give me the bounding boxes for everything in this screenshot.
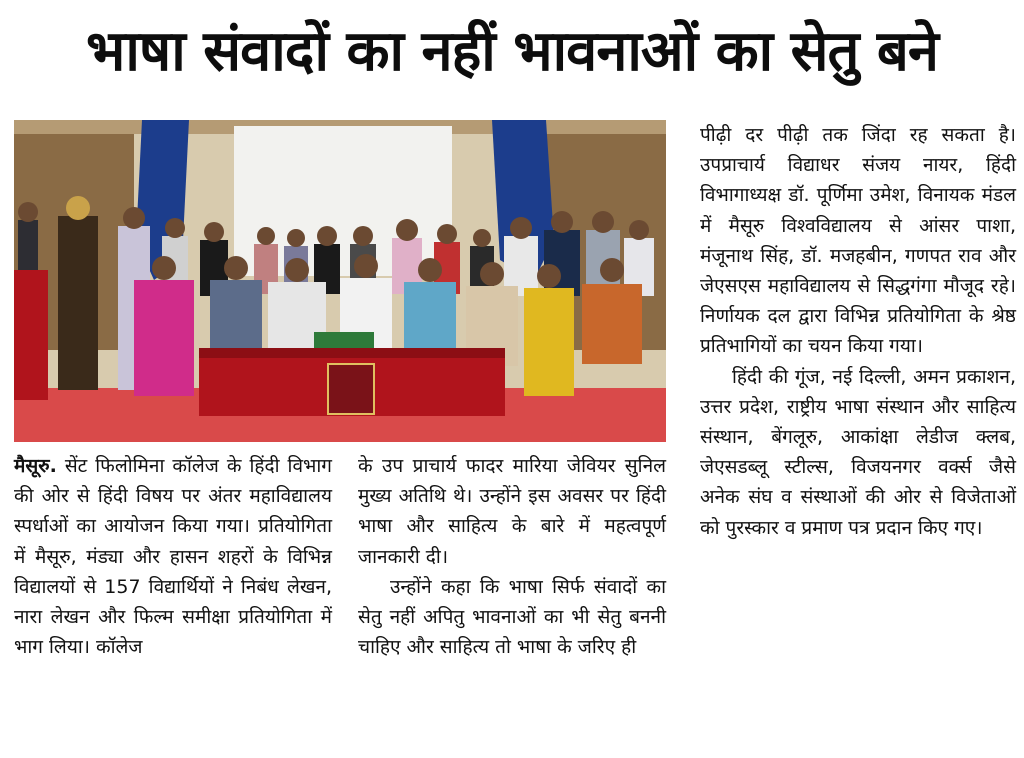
group-photo — [14, 120, 666, 442]
article-column-1 — [14, 451, 332, 662]
dateline: मैसूरु. — [14, 455, 57, 477]
article-text: सेंट फिलोमिना कॉलेज के हिंदी विभाग की ओर से हिंदी विषय पर अंतर महाविद्यालय स्पर्धाओं का आयोजन किया गया। प्रतियोगिता में मैसूरु, मंड्या और हासन शहरों के विभिन्न विद्यालयों से 157 विद्यार्थियों ने निबंध लेखन, नारा लेखन और फिल्म समीक्षा प्रतियोगिता में भाग लिया। कॉलेज — [14, 455, 332, 659]
headline: भाषा संवादों का नहीं भावनाओं का सेतु बने — [86, 19, 938, 84]
article-paragraph: उन्होंने कहा कि भाषा सिर्फ संवादों का सेतु नहीं अपितु भावनाओं का भी सेतु बननी चाहिए और साहित्य तो भाषा के जरिए ही — [358, 575, 666, 659]
article-paragraph: हिंदी की गूंज, नई दिल्ली, अमन प्रकाशन, उत्तर प्रदेश, राष्ट्रीय भाषा संस्थान और साहित्य संस्थान, बेंगलूरु, आकांक्षा लेडीज क्लब, जेएसडब्लू स्टील्स, विजयनगर वर्क्स जैसे अनेक संघ व संस्थाओं की ओर से विजेताओं को पुरस्कार व प्रमाण पत्र प्रदान किए गए। — [700, 365, 1016, 539]
article-column-2 — [358, 451, 666, 662]
article-paragraph: के उप प्राचार्य फादर मारिया जेवियर सुनिल मुख्य अतिथि थे। उन्होंने इस अवसर पर हिंदी भाषा और साहित्य के बारे में महत्वपूर्ण जानकारी दी। — [358, 455, 666, 568]
article-column-3 — [700, 120, 1016, 543]
article-paragraph: पीढ़ी दर पीढ़ी तक जिंदा रह सकता है। उपप्राचार्य विद्याधर संजय नायर, हिंदी विभागाध्यक्ष डॉ. पूर्णिमा उमेश, विनायक मंडल में मैसूरु विश्वविद्यालय से आंसर पाशा, मंजूनाथ सिंह, डॉ. मजहबीन, गणपत राव और जेएसएस महाविद्यालय से सिद्धगंगा मौजूद रहे। निर्णायक दल द्वारा विभिन्न प्रतियोगिता के श्रेष्ठ प्रतिभागियों का चयन किया गया। — [700, 124, 1016, 358]
